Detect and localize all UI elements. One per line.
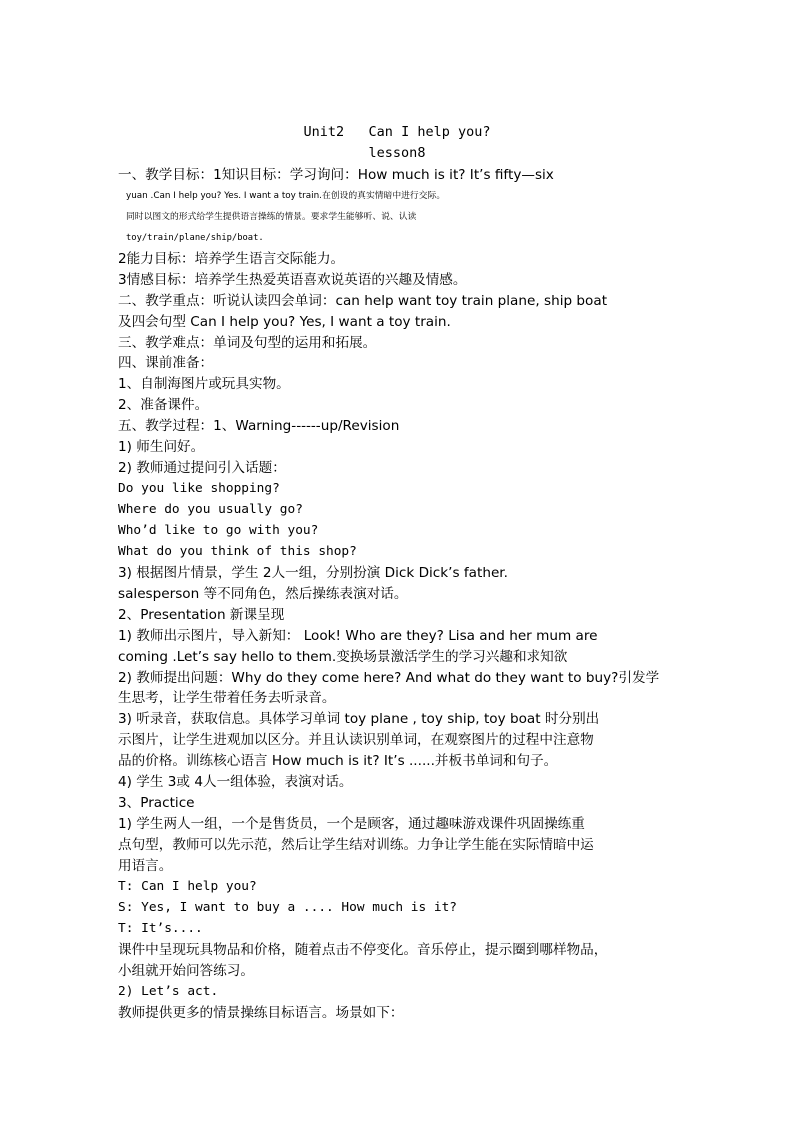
- text-line: 课件中呈现玩具物品和价格，随着点击不停变化。音乐停止，提示圈到哪样物品，: [118, 941, 608, 958]
- text-line: 3) 听录音，获取信息。具体学习单词 toy plane , toy ship, toy boat 时分别出: [118, 711, 600, 728]
- text-line: toy/train/plane/ship/boat.: [126, 232, 264, 243]
- document-title: Unit2 Can I help you?: [303, 124, 491, 140]
- text-line: 小组就开始问答练习。: [118, 962, 254, 979]
- text-line: 同时以图文的形式给学生提供语言操练的情景。要求学生能够听、说、认读: [126, 211, 417, 222]
- text-line: 五、教学过程：1、Warning------up/Revision: [118, 418, 400, 435]
- text-line: T: It’s....: [118, 920, 203, 936]
- text-line: 3) 根据图片情景，学生 2人一组，分别扮演 Dick Dick’s father.: [118, 564, 508, 581]
- text-line: 四、课前准备：: [118, 355, 214, 372]
- text-line: 1、自制海图片或玩具实物。: [118, 376, 290, 393]
- text-line: Do you like shopping?: [118, 481, 280, 497]
- text-line: What do you think of this shop?: [118, 543, 357, 559]
- text-line: 及四会句型 Can I help you? Yes, I want a toy train.: [118, 313, 451, 330]
- document-subtitle: lesson8: [368, 145, 426, 161]
- text-line: 用语言。: [118, 857, 173, 874]
- text-line: 2、准备课件。: [118, 397, 209, 414]
- text-line: S: Yes, I want to buy a .... How much is it?: [118, 899, 457, 915]
- text-line: Who’d like to go with you?: [118, 522, 319, 538]
- text-line: 三、教学难点：单词及句型的运用和拓展。: [118, 334, 377, 351]
- text-line: coming .Let’s say hello to them.变换场景激活学生的学习兴趣和求知欲: [118, 648, 568, 665]
- text-line: 3、Practice: [118, 795, 195, 812]
- text-line: T: Can I help you?: [118, 878, 257, 894]
- text-line: 2) Let’s act.: [118, 983, 219, 999]
- text-line: 生思考，让学生带着任务去听录音。: [118, 690, 336, 707]
- text-line: 二、教学重点：听说认读四会单词：can help want toy train plane, ship boat: [118, 292, 608, 309]
- document-body: [118, 165, 674, 1023]
- text-line: 点句型，教师可以先示范，然后让学生结对训练。力争让学生能在实际情暗中运: [118, 837, 594, 853]
- text-line: 1) 教师出示图片，导入新知： Look! Who are they? Lisa and her mum are: [118, 627, 598, 644]
- text-line: 2) 教师提出问题：Why do they come here? And what do they want to buy?引发学: [118, 669, 660, 686]
- text-line: yuan .Can I help you? Yes. I want a toy train.在创设的真实情暗中进行交际。: [126, 190, 446, 201]
- text-line: 一、教学目标：1知识目标：学习询问：How much is it? It’s fifty—six: [118, 167, 554, 183]
- text-line: 教师提供更多的情景操练目标语言。场景如下：: [118, 1004, 404, 1021]
- text-line: 品的价格。训练核心语言 How much is it? It’s ......并板书单词和句子。: [118, 753, 558, 770]
- text-line: 示图片，让学生进观加以区分。并且认读识别单词，在观察图片的过程中注意物: [118, 732, 594, 749]
- text-line: 2能力目标：培养学生语言交际能力。: [118, 250, 345, 267]
- text-line: 1) 师生问好。: [118, 439, 205, 456]
- text-line: 2) 教师通过提问引入话题：: [118, 460, 286, 477]
- text-line: 3情感目标：培养学生热爱英语喜欢说英语的兴趣及情感。: [118, 271, 467, 288]
- text-line: Where do you usually go?: [118, 502, 303, 517]
- text-line: 4) 学生 3或 4人一组体验，表演对话。: [118, 774, 353, 791]
- text-line: 2、Presentation 新课呈现: [118, 606, 285, 623]
- text-line: 1) 学生两人一组，一个是售货员，一个是顾客，通过趣味游戏课件巩固操练重: [118, 816, 585, 833]
- text-line: salesperson 等不同角色，然后操练表演对话。: [118, 585, 408, 602]
